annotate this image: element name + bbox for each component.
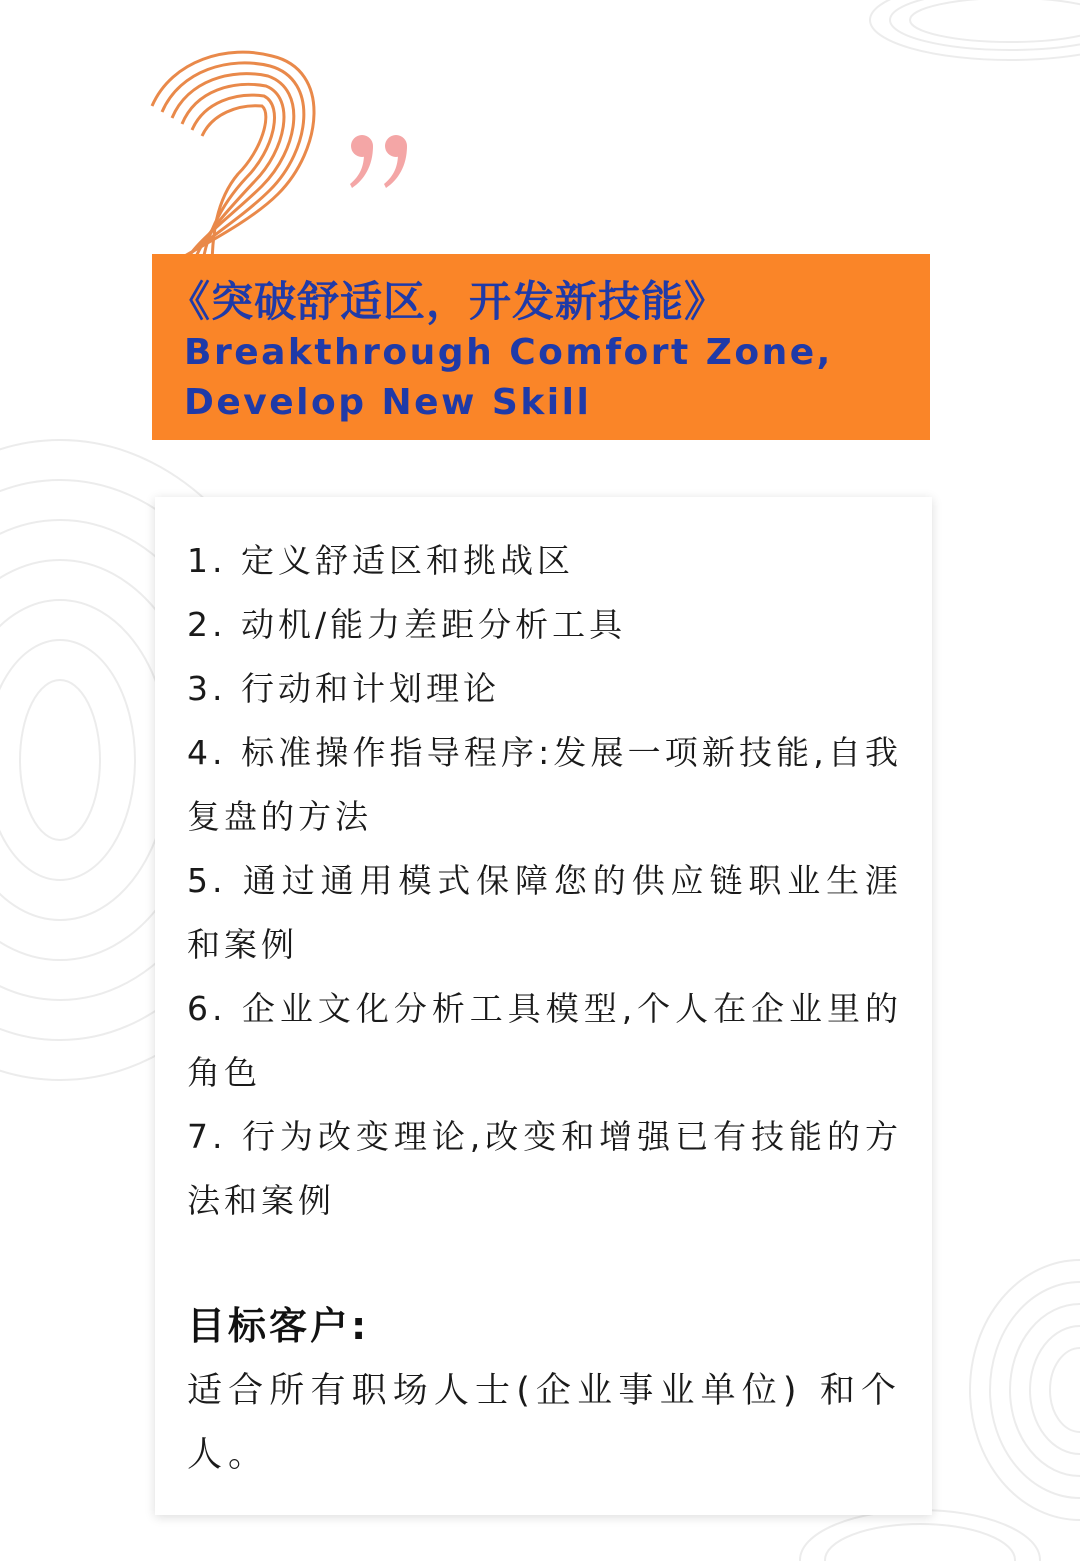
list-item: 5. 通过通用模式保障您的供应链职业生涯和案例 bbox=[187, 861, 902, 964]
target-audience-heading: 目标客户: bbox=[187, 1304, 370, 1348]
list-item: 3. 行动和计划理论 bbox=[187, 669, 500, 708]
list-item: 2. 动机/能力差距分析工具 bbox=[187, 605, 627, 644]
list-item: 7. 行为改变理论,改变和增强已有技能的方法和案例 bbox=[187, 1117, 902, 1220]
course-title-chinese: 《突破舒适区，开发新技能》 bbox=[168, 277, 728, 326]
module-list bbox=[187, 529, 902, 1233]
list-item: 6. 企业文化分析工具模型,个人在企业里的角色 bbox=[187, 989, 902, 1092]
closing-quote-icon bbox=[346, 132, 416, 192]
list-item: 4. 标准操作指导程序:发展一项新技能,自我复盘的方法 bbox=[187, 733, 902, 836]
list-item: 1. 定义舒适区和挑战区 bbox=[187, 541, 574, 580]
target-audience-text: 适合所有职场人士(企业事业单位) 和个人。 bbox=[187, 1371, 902, 1475]
striped-number-2-icon bbox=[140, 40, 340, 270]
course-title-english-line-2: Develop New Skill bbox=[184, 382, 592, 423]
target-audience-section bbox=[187, 1293, 902, 1487]
course-title-english-line-1: Breakthrough Comfort Zone, bbox=[184, 332, 833, 373]
title-banner bbox=[152, 254, 930, 440]
course-content-card bbox=[155, 497, 932, 1515]
